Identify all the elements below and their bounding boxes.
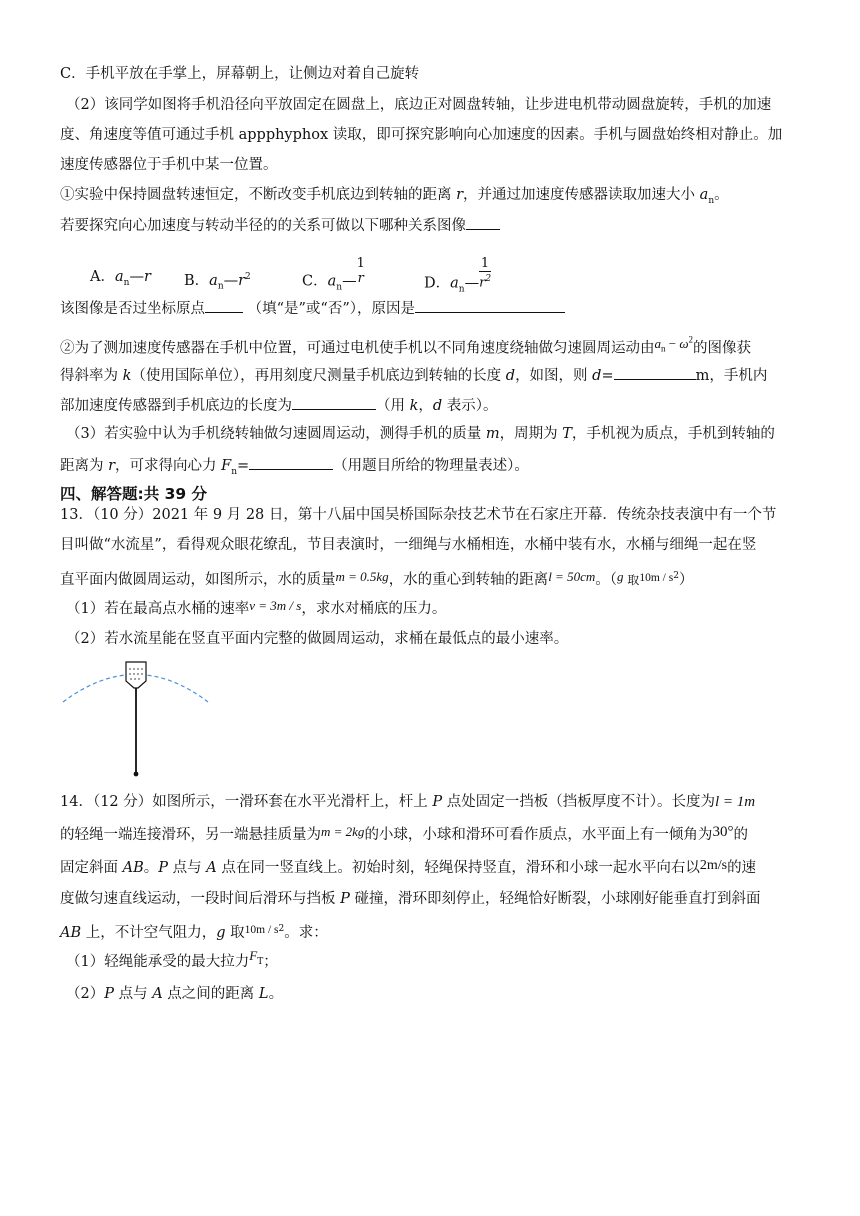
question1-text-b: ，并通过加速度传感器读取加速大小 — [463, 187, 700, 203]
force-blank[interactable] — [249, 454, 333, 470]
option-c: C．$a_n—$ 1 r — [302, 256, 365, 293]
part2-line-2 — [60, 125, 782, 145]
formula-an-omega2: $a_n - \omega^2$ — [654, 335, 694, 354]
question1-line-1 — [60, 185, 729, 211]
q14-sub2: （2）P 点与 A 点之间的距离 L。 — [66, 986, 284, 1002]
fraction-1-over-r: 1 r — [356, 256, 365, 286]
origin-text-b: （填“是”或“否”），原因是 — [247, 301, 416, 317]
question2-text-a: ②为了测加速度传感器在手机中位置，可通过电机使手机以不同角速度绕轴做匀速圆周运动由 — [60, 340, 655, 357]
sub-n: n — [708, 195, 715, 206]
sensor-length-blank[interactable] — [292, 394, 376, 410]
section-heading — [60, 484, 207, 504]
origin-question-line — [60, 297, 565, 319]
water-bucket — [126, 662, 146, 688]
question1-text-a: ①实验中保持圆盘转速恒定，不断改变手机底边到转轴的距离 — [60, 187, 457, 203]
d-blank[interactable] — [614, 364, 696, 380]
question2-line-3: 部加速度传感器到手机底边的长度为 （用 k，d 表示）。 — [60, 394, 498, 416]
part2-line-3 — [60, 155, 278, 175]
var-r: r — [456, 187, 464, 203]
q13-line-1: 13．（10 分）2021 年 9 月 28 日，第十八届中国吴桥国际杂技艺术节在石家庄开幕．传统杂技表演中有一个节 — [60, 507, 777, 523]
q14-line-4: 度做匀速直线运动，一段时间后滑环与挡板 P 碰撞，滑环即刻停止，轻绳恰好断裂，小球刚好能垂直打到斜面 — [60, 891, 761, 907]
section-heading-text: 四、解答题:共 39 分 — [60, 485, 208, 503]
options-row — [60, 256, 760, 295]
question1-text-2: 若要探究向心加速度与转动半径的的关系可做以下哪种关系图像 — [60, 218, 466, 234]
velocity-formula: 2m/s — [699, 858, 728, 873]
part3-line-2: 距离为 r，可求得向心力 $F_n=$ （用题目所给的物理量表述）。 — [60, 454, 529, 482]
origin-text-a: 该图像是否过坐标原点 — [60, 301, 205, 317]
option-a: A．$a_n—r$ — [90, 269, 151, 288]
q14-sub1: （1）轻绳能承受的最大拉力$F_T$； — [66, 948, 278, 970]
q14-line-1: 14．（12 分）如图所示，一滑环套在水平光滑杆上，杆上 P 点处固定一挡板（挡板厚度不计）。长度为l = 1m — [60, 794, 756, 810]
q14-line-2: 的轻绳一端连接滑环，另一端悬挂质量为m = 2kg的小球，小球和滑环可看作质点，水平面上有一倾角为30°的 — [60, 824, 748, 843]
part3-line-1: （3）若实验中认为手机绕转轴做匀速圆周运动，测得手机的质量 m，周期为 T，手机视为质点，手机到转轴的 — [66, 426, 775, 442]
question1-end: 。 — [714, 187, 729, 203]
question2-text-b: 的图像获 — [693, 340, 752, 357]
q14-line-3: 固定斜面 AB。P 点与 A 点在同一竖直线上。初始时刻，轻绳保持竖直，滑环和小球一起水平向右以2m/s的速 — [60, 858, 757, 876]
angle-formula: 30° — [712, 824, 734, 840]
part2-text-1: （2）该同学如图将手机沿径向平放固定在圆盘上，底边正对圆盘转轴，让步进电机带动圆盘旋转，手机的加速 — [66, 97, 772, 113]
option-c-text: C．手机平放在手掌上，屏幕朝上，让侧边对着自己旋转 — [60, 66, 420, 82]
q13-line-2: 目叫做“水流星”，看得观众眼花缭乱，节目表演时，一细绳与水桶相连，水桶中装有水，水桶与细绳一起在竖 — [60, 537, 757, 553]
part2-text-3: 速度传感器位于手机中某一位置。 — [60, 157, 278, 173]
part2-text-2: 度、角速度等值可通过手机 appphyphox 读取，即可探究影响向心加速度的因素。手机与圆盘始终相对静止。加 — [60, 127, 783, 143]
question2-line-1 — [60, 334, 751, 363]
origin-blank[interactable] — [205, 297, 243, 313]
speed-formula: v = 3m / s — [249, 598, 302, 613]
ball-mass-formula: m = 2kg — [321, 824, 365, 839]
answer-blank[interactable] — [466, 214, 500, 230]
mass-formula: m = 0.5kg — [335, 568, 389, 584]
fraction-1-over-r2: $\frac{1}{r^2}$ — [479, 256, 492, 291]
option-b: B．$a_n—r^2$ — [184, 272, 251, 292]
part2-line-1 — [66, 95, 771, 115]
q13-sub1: （1）若在最高点水桶的速率v = 3m / s，求水对桶底的压力。 — [66, 598, 447, 617]
reason-blank[interactable] — [415, 297, 565, 313]
option-d: D．$a_n—$ $\frac{1}{r^2}$ — [424, 256, 492, 295]
q13-line-3: 直平面内做圆周运动，如图所示，水的质量m = 0.5kg，水的重心到转轴的距离l = 50cm。（g 取$^{10m / s2}$） — [60, 568, 694, 588]
q14-line-5: AB 上，不计空气阻力，g 取$^{10m / s2}$。求： — [60, 923, 328, 941]
var-a: a — [699, 187, 709, 203]
water-star-figure — [58, 655, 218, 780]
length-formula: l = 50cm — [548, 568, 596, 584]
q13-sub2: （2）若水流星能在竖直平面内完整的做圆周运动，求桶在最低点的最小速率。 — [66, 631, 569, 647]
rope-length-formula: l = 1m — [715, 794, 756, 810]
pivot-point — [134, 772, 139, 777]
question2-line-2: 得斜率为 k（使用国际单位），再用刻度尺测量手机底边到转轴的长度 d，如图，则 d= m，手机内 — [60, 364, 767, 386]
option-c-line — [60, 64, 419, 84]
question1-line-2 — [60, 214, 500, 236]
